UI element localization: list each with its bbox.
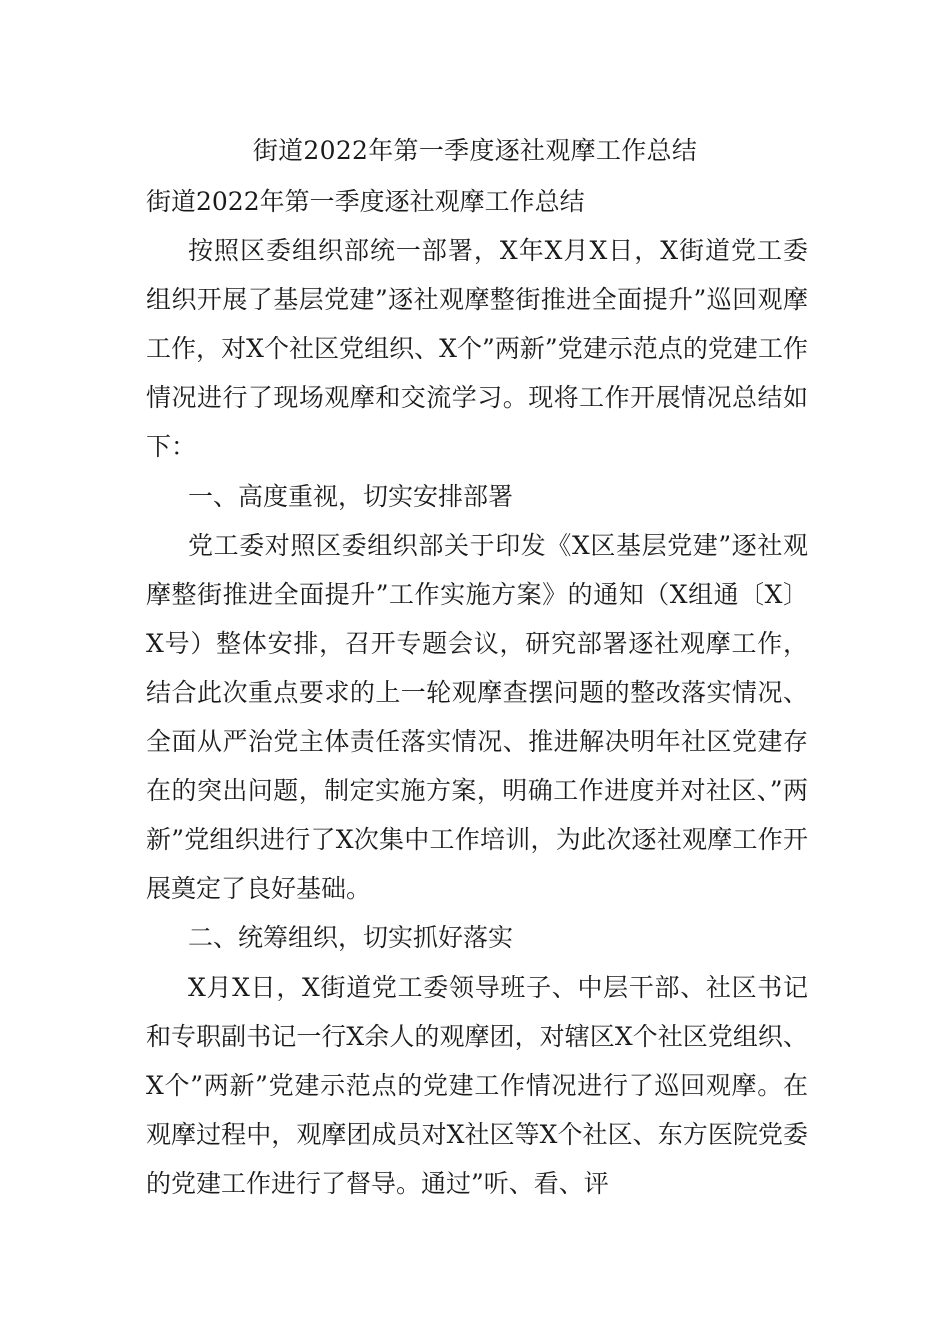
section-2-paragraph: X月X日，X街道党工委领导班子、中层干部、社区书记和专职副书记一行X余人的观摩团，对辖区X个社区党组织、X个”两新”党建示范点的党建工作情况进行了巡回观摩。在观摩过程中，观摩团成员对X社区等X个社区、东方医院党委的党建工作进行了督导。通过”听、看、评 (146, 972, 808, 1198)
section-heading-1: 一、高度重视，切实安排部署 (188, 481, 514, 511)
intro-paragraph: 按照区委组织部统一部署，X年X月X日，X街道党工委组织开展了基层党建”逐社观摩整街推进全面提升”巡回观摩工作，对X个社区党组织、X个”两新”党建示范点的党建工作情况进行了现场观摩和交流学习。现将工作开展情况总结如下： (146, 236, 808, 462)
document-body (146, 177, 808, 1208)
section-heading-2: 二、统筹组织，切实抓好落实 (188, 923, 514, 953)
section-1-paragraph: 党工委对照区委组织部关于印发《X区基层党建”逐社观摩整街推进全面提升”工作实施方案》的通知（X组通〔X〕X号）整体安排，召开专题会议，研究部署逐社观摩工作，结合此次重点要求的上一轮观摩查摆问题的整改落实情况、全面从严治党主体责任落实情况、推进解决明年社区党建存在的突出问题，制定实施方案，明确工作进度并对社区、”两新”党组织进行了X次集中工作培训，为此次逐社观摩工作开展奠定了良好基础。 (146, 530, 808, 904)
document-title: 街道2022年第一季度逐社观摩工作总结 (252, 136, 698, 165)
document-subtitle: 街道2022年第一季度逐社观摩工作总结 (146, 187, 585, 216)
